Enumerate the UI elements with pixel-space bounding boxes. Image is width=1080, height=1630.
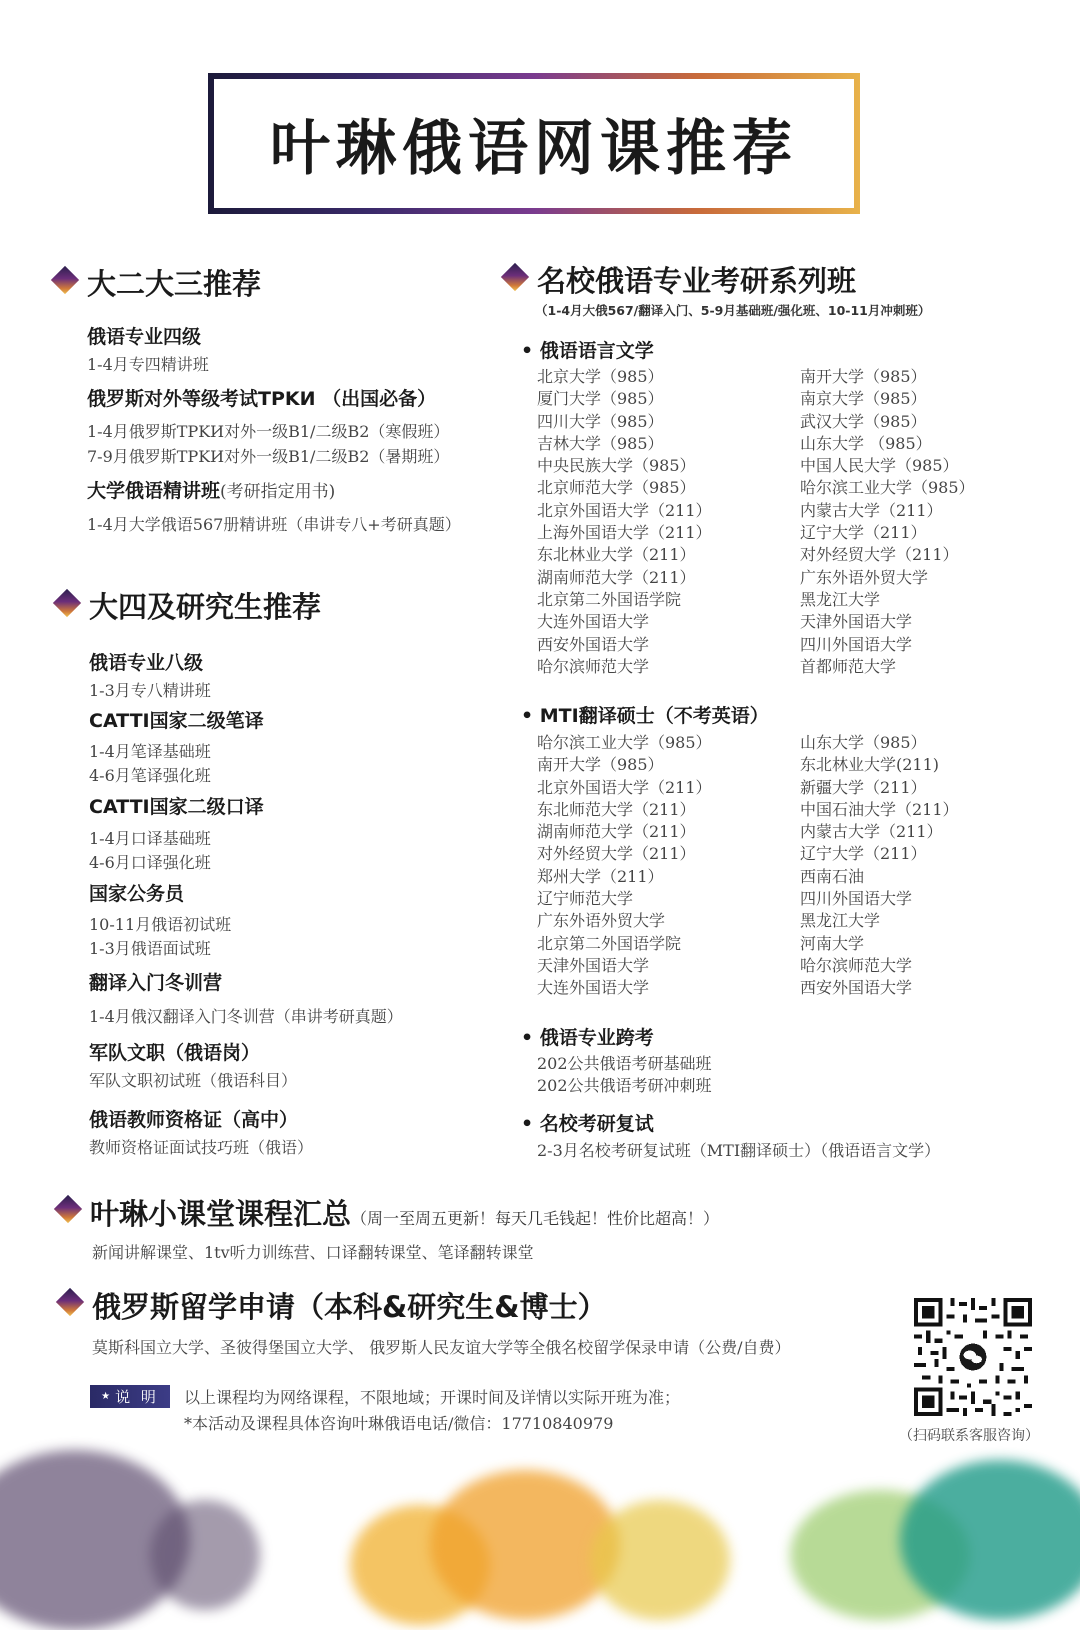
school-item: 中央民族大学（985）	[537, 456, 696, 476]
course-title: 俄语专业八级	[89, 652, 204, 674]
watercolor-decoration	[590, 1500, 730, 1620]
school-item: 哈尔滨师范大学	[800, 955, 913, 975]
school-item: 广东外语外贸大学	[800, 567, 929, 587]
school-item: 吉林大学（985）	[537, 433, 664, 453]
section-heading-class	[90, 1192, 719, 1233]
school-item: 湖南师范大学（211）	[537, 567, 696, 587]
school-item: 哈尔滨工业大学（985）	[537, 733, 712, 752]
category-title-text: 俄语专业跨考	[539, 1027, 654, 1049]
course-line: 1-4月口译基础班	[89, 829, 211, 848]
school-item: 西安外国语大学	[537, 634, 650, 654]
school-item: 四川外国语大学	[800, 889, 913, 909]
course-title: 军队文职（俄语岗）	[89, 1042, 261, 1064]
category-title: • 俄语语言文学	[521, 340, 654, 362]
diamond-icon	[53, 589, 81, 617]
course-line: 2-3月名校考研复试班（MTI翻译硕士）（俄语语言文学）	[537, 1141, 941, 1160]
category-title: • 名校考研复试	[521, 1113, 654, 1135]
school-item: 东北林业大学(211)	[800, 755, 940, 775]
class-heading-note: （周一至周五更新！每天几毛钱起！性价比超高！）	[351, 1209, 720, 1228]
course-title-note: (考研指定用书)	[220, 482, 336, 502]
school-item: 西南石油	[800, 866, 865, 886]
course-line: 1-4月大学俄语567册精讲班（串讲专八+考研真题）	[87, 515, 461, 534]
note-line: *本活动及课程具体咨询叶琳俄语电话/微信：17710840979	[184, 1414, 614, 1433]
course-line: 1-4月俄罗斯TPKИ对外一级B1/二级B2（寒假班）	[87, 422, 450, 441]
school-item: 四川外国语大学	[800, 634, 913, 654]
school-list	[800, 732, 959, 1000]
school-item: 南开大学（985）	[537, 755, 664, 775]
school-item: 东北林业大学（211）	[537, 545, 696, 565]
course-line: 1-4月笔译基础班	[89, 742, 211, 761]
star-icon: ★	[101, 1391, 114, 1402]
school-item: 北京第二外国语学院	[537, 589, 682, 609]
qr-caption: （扫码联系客服咨询）	[899, 1428, 1039, 1444]
school-item: 武汉大学（985）	[800, 411, 927, 431]
school-item: 辽宁大学（211）	[800, 523, 927, 543]
course-line: 4-6月口译强化班	[89, 853, 211, 872]
school-item: 山东大学 （985）	[800, 433, 932, 453]
school-item: 辽宁师范大学	[537, 889, 634, 909]
note-badge-label: 说 明	[115, 1388, 159, 1406]
title-frame	[208, 73, 860, 214]
school-item: 中国人民大学（985）	[800, 456, 959, 476]
category-title: • 俄语专业跨考	[521, 1027, 654, 1049]
school-list	[537, 732, 712, 1000]
school-item: 河南大学	[800, 933, 865, 953]
school-item: 上海外国语大学（211）	[537, 523, 712, 543]
school-item: 对外经贸大学（211）	[537, 844, 696, 864]
course-line: 202公共俄语考研基础班	[537, 1054, 712, 1073]
course-line: 1-4月俄汉翻译入门冬训营（串讲考研真题）	[89, 1007, 403, 1026]
school-item: 内蒙古大学（211）	[800, 500, 943, 520]
school-item: 湖南师范大学（211）	[537, 822, 696, 842]
school-item: 西安外国语大学	[800, 978, 913, 998]
course-title: 俄语专业四级	[87, 326, 202, 348]
category-title-text: 名校考研复试	[539, 1113, 654, 1135]
course-line: 1-3月俄语面试班	[89, 939, 211, 958]
abroad-line: 莫斯科国立大学、圣彼得堡国立大学、 俄罗斯人民友谊大学等全俄名校留学保录申请（公费/自费）	[92, 1338, 791, 1357]
course-title: CATTI国家二级口译	[89, 796, 264, 818]
class-list: 新闻讲解课堂、1tv听力训练营、口译翻转课堂、笔译翻转课堂	[92, 1243, 534, 1262]
course-title: 俄语教师资格证（高中）	[89, 1109, 299, 1131]
section-heading-abroad: 俄罗斯留学申请（本科&研究生&博士）	[92, 1290, 607, 1324]
school-item: 对外经贸大学（211）	[800, 545, 959, 565]
school-item: 厦门大学（985）	[537, 389, 664, 409]
diamond-icon	[54, 1195, 82, 1223]
course-line: 1-3月专八精讲班	[89, 681, 211, 700]
school-item: 中国石油大学（211）	[800, 799, 959, 819]
course-title-main: 大学俄语精讲班	[87, 480, 221, 502]
section-subtitle: （1-4月大俄567/翻译入门、5-9月基础班/强化班、10-11月冲刺班）	[535, 303, 931, 318]
note-badge	[90, 1385, 170, 1408]
school-item: 山东大学（985）	[800, 733, 927, 752]
note-line: 以上课程均为网络课程，不限地域；开课时间及详情以实际开班为准；	[184, 1388, 681, 1407]
school-item: 郑州大学（211）	[537, 866, 664, 886]
class-heading-text: 叶琳小课堂课程汇总	[90, 1197, 352, 1231]
school-item: 北京大学（985）	[537, 367, 664, 386]
course-line: 10-11月俄语初试班	[89, 915, 232, 934]
school-item: 北京师范大学（985）	[537, 478, 696, 498]
school-item: 广东外语外贸大学	[537, 911, 666, 931]
course-title: 翻译入门冬训营	[89, 972, 223, 994]
qr-code[interactable]	[914, 1298, 1032, 1416]
school-list	[800, 366, 975, 678]
school-item: 东北师范大学（211）	[537, 799, 696, 819]
course-title: 俄罗斯对外等级考试TPKИ （出国必备）	[87, 388, 437, 410]
school-item: 首都师范大学	[800, 656, 897, 676]
school-item: 新疆大学（211）	[800, 777, 927, 797]
course-title	[87, 476, 335, 503]
school-list	[537, 366, 712, 678]
category-title-text: MTI翻译硕士（不考英语）	[539, 705, 769, 727]
school-item: 北京外国语大学（211）	[537, 500, 712, 520]
school-item: 哈尔滨工业大学（985）	[800, 478, 975, 498]
school-item: 内蒙古大学（211）	[800, 822, 943, 842]
course-line: 4-6月笔译强化班	[89, 766, 211, 785]
course-line: 军队文职初试班（俄语科目）	[89, 1071, 298, 1090]
category-title: • MTI翻译硕士（不考英语）	[521, 705, 769, 727]
page-title: 叶琳俄语网课推荐	[214, 79, 854, 208]
section-heading-graduate: 名校俄语专业考研系列班	[537, 264, 857, 298]
course-line: 202公共俄语考研冲刺班	[537, 1076, 712, 1095]
school-item: 哈尔滨师范大学	[537, 656, 650, 676]
course-title: CATTI国家二级笔译	[89, 710, 264, 732]
diamond-icon	[56, 1288, 84, 1316]
school-item: 大连外国语大学	[537, 612, 650, 632]
course-title: 国家公务员	[89, 883, 185, 905]
school-item: 黑龙江大学	[800, 911, 881, 931]
school-item: 四川大学（985）	[537, 411, 664, 431]
section-heading-sophomore: 大二大三推荐	[87, 267, 262, 301]
course-line: 教师资格证面试技巧班（俄语）	[89, 1138, 314, 1157]
school-item: 北京外国语大学（211）	[537, 777, 712, 797]
school-item: 南京大学（985）	[800, 389, 927, 409]
school-item: 天津外国语大学	[800, 612, 913, 632]
diamond-icon	[501, 263, 529, 291]
category-title-text: 俄语语言文学	[539, 340, 654, 362]
watercolor-decoration	[150, 1500, 260, 1610]
school-item: 辽宁大学（211）	[800, 844, 927, 864]
course-line: 1-4月专四精讲班	[87, 355, 209, 374]
school-item: 大连外国语大学	[537, 978, 650, 998]
school-item: 北京第二外国语学院	[537, 933, 682, 953]
section-heading-senior: 大四及研究生推荐	[89, 590, 322, 624]
course-line: 7-9月俄罗斯TPKИ对外一级B1/二级B2（暑期班）	[87, 447, 450, 466]
school-item: 黑龙江大学	[800, 589, 881, 609]
diamond-icon	[51, 266, 79, 294]
school-item: 天津外国语大学	[537, 955, 650, 975]
school-item: 南开大学（985）	[800, 367, 927, 386]
